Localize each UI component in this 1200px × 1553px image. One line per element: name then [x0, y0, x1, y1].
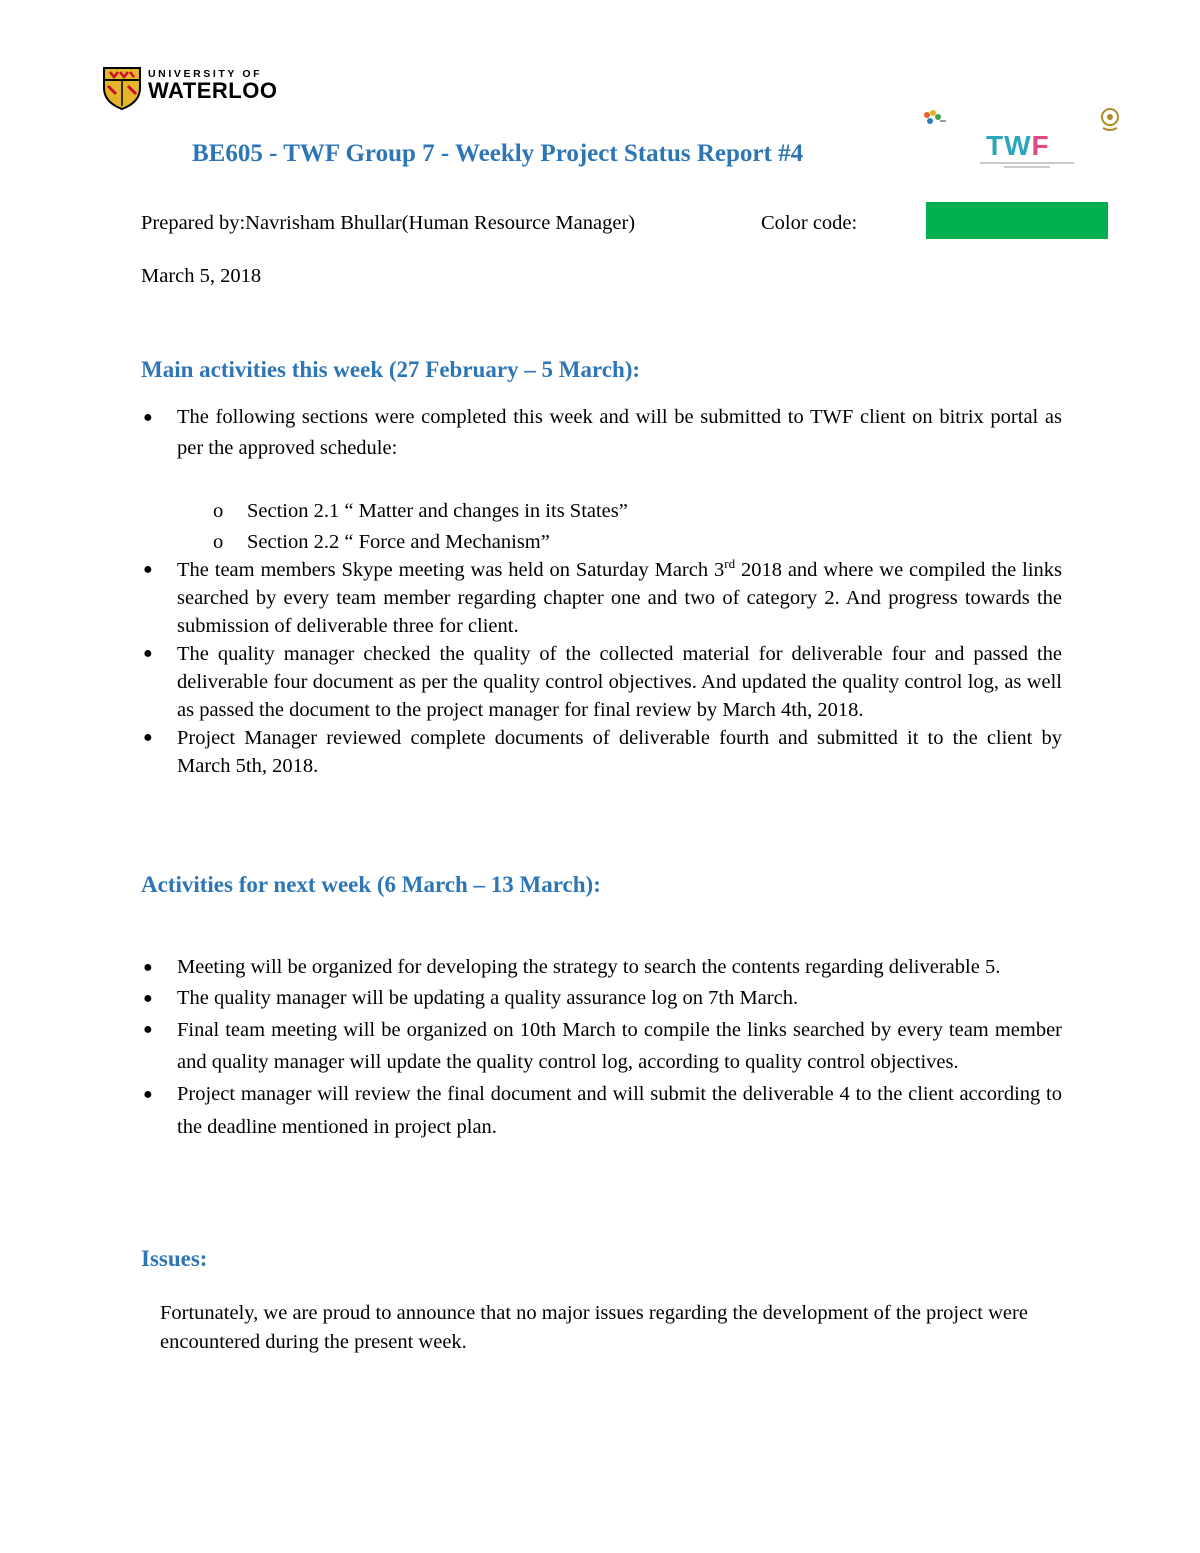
report-date: March 5, 2018	[141, 265, 262, 287]
sublist-item-text: Section 2.2 “ Force and Mechanism”	[247, 531, 550, 553]
main-activities-list-1	[141, 402, 1062, 464]
list-item	[141, 556, 1062, 640]
bullet-icon: ●	[143, 729, 153, 746]
partner-logos	[920, 100, 1140, 180]
list-item-text: Project Manager reviewed complete documents of deliverable fourth and submitted it to the client by March 5th, 2018.	[177, 727, 1062, 777]
list-item	[141, 402, 1062, 464]
twf-logo-text-b: F	[1031, 130, 1050, 161]
twf-logo	[986, 130, 1050, 162]
list-item-text: Meeting will be organized for developing the strategy to search the contents regarding deliverable 5.	[177, 956, 1001, 978]
hollow-bullet-icon: o	[213, 531, 224, 553]
twf-tagline-graphic	[980, 160, 1074, 170]
list-item	[141, 1014, 1062, 1078]
color-code-swatch	[926, 202, 1108, 239]
sections-sublist	[213, 496, 628, 558]
page-title: BE605 - TWF Group 7 - Weekly Project Status Report #4	[192, 140, 804, 167]
sublist-item	[213, 527, 628, 558]
bullet-icon: ●	[143, 990, 153, 1007]
list-item-text-post: 2018 and where we compiled the links searched by every team member regarding chapter one and two of category 2. And progress towards the submission of deliverable three for client.	[177, 559, 1063, 637]
bullet-icon: ●	[143, 561, 153, 578]
list-item-text: Project manager will review the final document and will submit the deliverable 4 to the client according to the deadline mentioned in project plan.	[177, 1083, 1062, 1138]
flower-logo-icon	[920, 108, 946, 130]
list-item-text: Final team meeting will be organized on 10th March to compile the links searched by every team member and quality manager will update the quality control log, according to quality control objectives.	[177, 1019, 1062, 1073]
list-item	[141, 724, 1062, 780]
twf-logo-text-a: TW	[986, 130, 1032, 161]
ordinal-suffix: rd	[724, 556, 736, 572]
main-activities-list-2	[141, 556, 1062, 780]
bullet-icon: ●	[143, 959, 153, 976]
list-item-text	[177, 556, 1063, 637]
bullet-icon: ●	[143, 409, 153, 426]
university-of-waterloo-logo	[102, 66, 292, 110]
next-week-list	[141, 952, 1062, 1144]
issues-heading: Issues:	[141, 1246, 208, 1271]
list-item	[141, 640, 1062, 724]
bullet-icon: ●	[143, 1021, 153, 1038]
bullet-icon: ●	[143, 645, 153, 662]
sublist-item-text: Section 2.1 “ Matter and changes in its States”	[247, 500, 628, 522]
list-item	[141, 1078, 1062, 1144]
list-item	[141, 983, 1062, 1014]
main-activities-heading: Main activities this week (27 February – 5 March):	[141, 357, 641, 382]
logo-line-waterloo: WATERLOO	[148, 78, 278, 103]
logo-line-university-of: UNIVERSITY OF	[148, 68, 263, 80]
sublist-item	[213, 496, 628, 527]
prepared-by: Prepared by:Navrisham Bhullar(Human Resource Manager)	[141, 212, 636, 234]
emblem-logo-icon	[1098, 106, 1122, 132]
waterloo-crest-icon	[102, 66, 142, 110]
issues-text: Fortunately, we are proud to announce that no major issues regarding the development of the project were encountered during the present week.	[160, 1302, 1028, 1353]
list-item-text: The following sections were completed this week and will be submitted to TWF client on bitrix portal as per the approved schedule:	[177, 406, 1062, 459]
bullet-icon: ●	[143, 1086, 153, 1103]
list-item-text-pre: The team members Skype meeting was held on Saturday March 3	[177, 559, 725, 581]
hollow-bullet-icon: o	[213, 500, 224, 522]
color-code-label: Color code:	[761, 212, 858, 234]
list-item-text: The quality manager will be updating a quality assurance log on 7th March.	[177, 987, 799, 1009]
next-week-heading: Activities for next week (6 March – 13 March):	[141, 872, 601, 897]
list-item-text: The quality manager checked the quality of the collected material for deliverable four and passed the deliverable four document as per the quality control objectives. And updated the quality control log, as well as passed the document to the project manager for final review by March 4th, 2018.	[177, 643, 1062, 721]
list-item	[141, 952, 1062, 983]
